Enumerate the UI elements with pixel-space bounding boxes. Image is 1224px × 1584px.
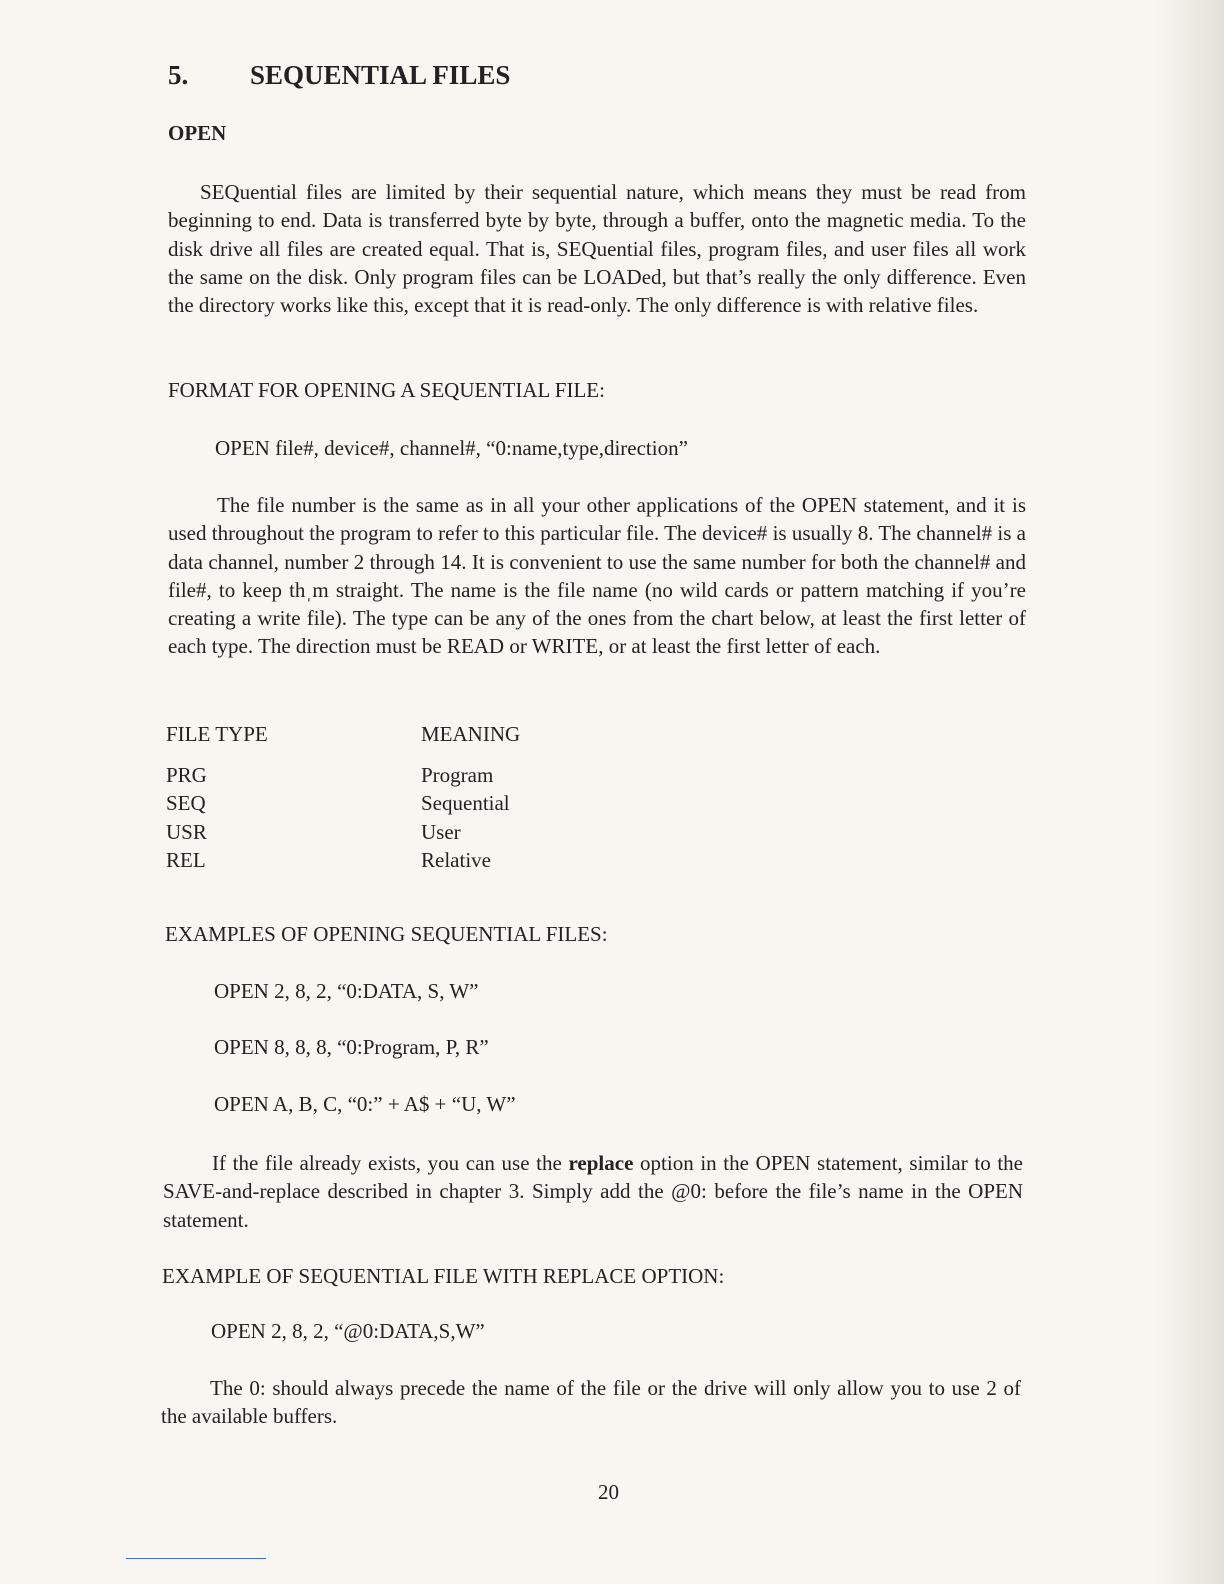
- table-header-meaning: MEANING: [421, 722, 521, 746]
- table-row-type: USR: [166, 820, 207, 844]
- example-line: OPEN 2, 8, 2, “0:DATA, S, W”: [214, 979, 479, 1003]
- page-edge-shadow: [1154, 0, 1224, 1584]
- replace-keyword: replace: [568, 1151, 634, 1175]
- examples-heading: EXAMPLES OF OPENING SEQUENTIAL FILES:: [165, 922, 608, 946]
- table-row-meaning: User: [421, 820, 461, 844]
- format-heading: FORMAT FOR OPENING A SEQUENTIAL FILE:: [168, 378, 605, 402]
- page-number: 20: [598, 1480, 619, 1504]
- chapter-number: 5.: [168, 60, 189, 90]
- replace-example-heading: EXAMPLE OF SEQUENTIAL FILE WITH REPLACE OPTION:: [162, 1264, 725, 1288]
- replace-example-syntax: OPEN 2, 8, 2, “@0:DATA,S,W”: [211, 1319, 485, 1343]
- table-row-type: PRG: [166, 763, 207, 787]
- table-row-meaning: Sequential: [421, 791, 510, 815]
- section-title: OPEN: [168, 121, 227, 145]
- closing-paragraph-text: The 0: should always precede the name of the file or the drive will only allow you to use 2 of the available buffers.: [161, 1376, 1021, 1429]
- table-row-type: REL: [166, 848, 206, 872]
- format-syntax: OPEN file#, device#, channel#, “0:name,type,direction”: [215, 436, 688, 460]
- example-line: OPEN 8, 8, 8, “0:Program, P, R”: [214, 1035, 489, 1059]
- table-header-file-type: FILE TYPE: [166, 722, 268, 746]
- explanation-paragraph: [168, 491, 1026, 661]
- replace-paragraph-after: option in the OPEN statement, similar to the SAVE-and-replace described in chapter 3. Simply add the @0: before the file’s name in the OPEN statement.: [163, 1151, 1023, 1232]
- intro-paragraph: [168, 178, 1026, 319]
- replace-paragraph: [163, 1149, 1023, 1234]
- replace-paragraph-before: If the file already exists, you can use the: [212, 1151, 569, 1175]
- intro-paragraph-text: SEQuential files are limited by their sequential nature, which means they must be read from beginning to end. Data is transferred byte by byte, through a buffer, onto the magnetic media. To the disk drive all files are created equal. That is, SEQuential files, program files, and user files all work the same on the disk. Only program files can be LOADed, but that’s really the only difference. Even the directory works like this, except that it is read-only. The only difference is with relative files.: [168, 180, 1026, 318]
- table-row-meaning: Relative: [421, 848, 491, 872]
- explanation-paragraph-text: The file number is the same as in all your other applications of the OPEN statement, and it is used throughout the program to refer to this particular file. The device# is usually 8. The channel# is a data channel, number 2 through 14. It is convenient to use the same number for both the channel# and file#, to keep thˌm straight. The name is the file name (no wild cards or pattern matching if you’re creating a write file). The type can be any of the ones from the chart below, at least the first letter of each type. The direction must be READ or WRITE, or at least the first letter of each.: [168, 493, 1026, 659]
- bottom-rule: [126, 1558, 266, 1559]
- example-line: OPEN A, B, C, “0:” + A$ + “U, W”: [214, 1092, 516, 1116]
- closing-paragraph: [161, 1374, 1021, 1431]
- table-row-meaning: Program: [421, 763, 494, 787]
- table-row-type: SEQ: [166, 791, 206, 815]
- chapter-title: SEQUENTIAL FILES: [250, 60, 511, 90]
